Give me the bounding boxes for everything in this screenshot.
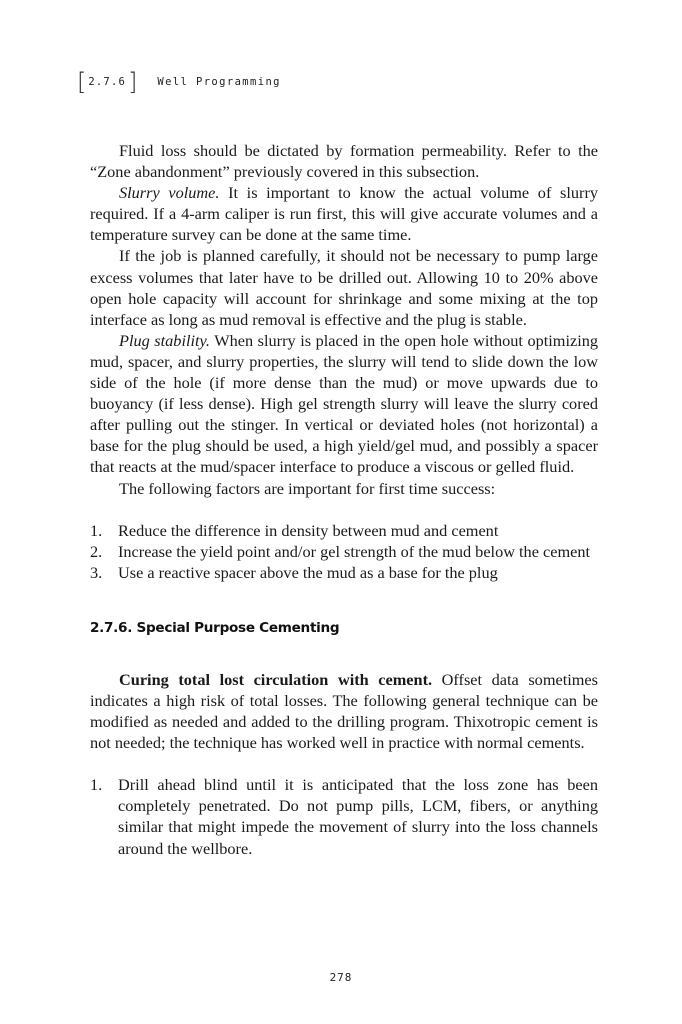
page-number: 278: [329, 971, 353, 984]
paragraph-lost-circulation-text: Offset data sometimes indicates a high risk of total losses. The following general technique can be modified as needed and added to the drilling program. Thixotropic cement is not needed; the technique has worked well in practice with normal cements.: [90, 669, 598, 753]
procedure-list: [90, 774, 598, 858]
section-heading: 2.7.6. Special Purpose Cementing: [90, 619, 340, 636]
paragraph-slurry-volume: [90, 182, 598, 245]
paragraph-fluid-loss: Fluid loss should be dictated by formation permeability. Refer to the “Zone abandonment” previously covered in this subsection.: [90, 141, 598, 182]
list-item: [90, 541, 598, 562]
header-bracket-open: [: [77, 68, 87, 96]
paragraph-slurry-volume-text: It is important to know the actual volume of slurry required. If a 4-arm caliper is run first, this will give accurate volumes and a temperature survey can be done at the same time.: [90, 183, 599, 245]
header-section-number: 2.7.6: [88, 76, 126, 88]
run-in-heading-plug-stability: Plug stability.: [119, 330, 210, 350]
paragraph-lost-circulation: [90, 669, 598, 753]
paragraph-plug-stability: [90, 330, 598, 478]
list-item-number: 1.: [90, 520, 103, 540]
list-item-text: Reduce the difference in density between mud and cement: [118, 520, 499, 540]
run-in-heading-lost-circulation: Curing total lost circulation with cement.: [119, 669, 433, 689]
header-bracket-close: ]: [127, 68, 138, 96]
list-item-text: Drill ahead blind until it is anticipated that the loss zone has been completely penetrated. Do not pump pills, LCM, fibers, or anything similar that might impede the movement of slurry into the loss channels around the wellbore.: [118, 775, 598, 858]
list-item-number: 2.: [90, 541, 103, 561]
list-item-text: Increase the yield point and/or gel strength of the mud below the cement: [118, 541, 591, 561]
run-in-heading-slurry-volume: Slurry volume.: [119, 183, 220, 203]
list-item: [90, 520, 598, 541]
running-header: [77, 68, 281, 96]
factors-list: [90, 520, 598, 583]
list-item-number: 3.: [90, 562, 103, 582]
list-item-number: 1.: [90, 775, 103, 795]
page-body: [90, 140, 598, 859]
list-item: [90, 774, 598, 858]
paragraph-plug-stability-text: When slurry is placed in the open hole without optimizing mud, spacer, and slurry properties, the slurry will tend to slide down the low side of the hole (if more dense than the mud) or move upwards due to buoyancy (if less dense). High gel strength slurry will leave the slurry cored after pulling out the stinger. In vertical or deviated holes (not horizontal) a base for the plug should be used, a high yield/gel mud, and possibly a spacer that reacts at the mud/spacer interface to produce a viscous or gelled fluid.: [90, 330, 598, 477]
paragraph-job-planning: If the job is planned carefully, it should not be necessary to pump large excess volumes that later have to be drilled out. Allowing 10 to 20% above open hole capacity will account for shrinkage and some mixing at the top interface as long as mud removal is effective and the plug is stable.: [90, 246, 598, 329]
list-item-text: Use a reactive spacer above the mud as a base for the plug: [118, 562, 498, 582]
paragraph-factors-intro: The following factors are important for first time success:: [119, 478, 496, 498]
header-chapter-title: Well Programming: [157, 76, 281, 88]
list-item: [90, 562, 598, 583]
